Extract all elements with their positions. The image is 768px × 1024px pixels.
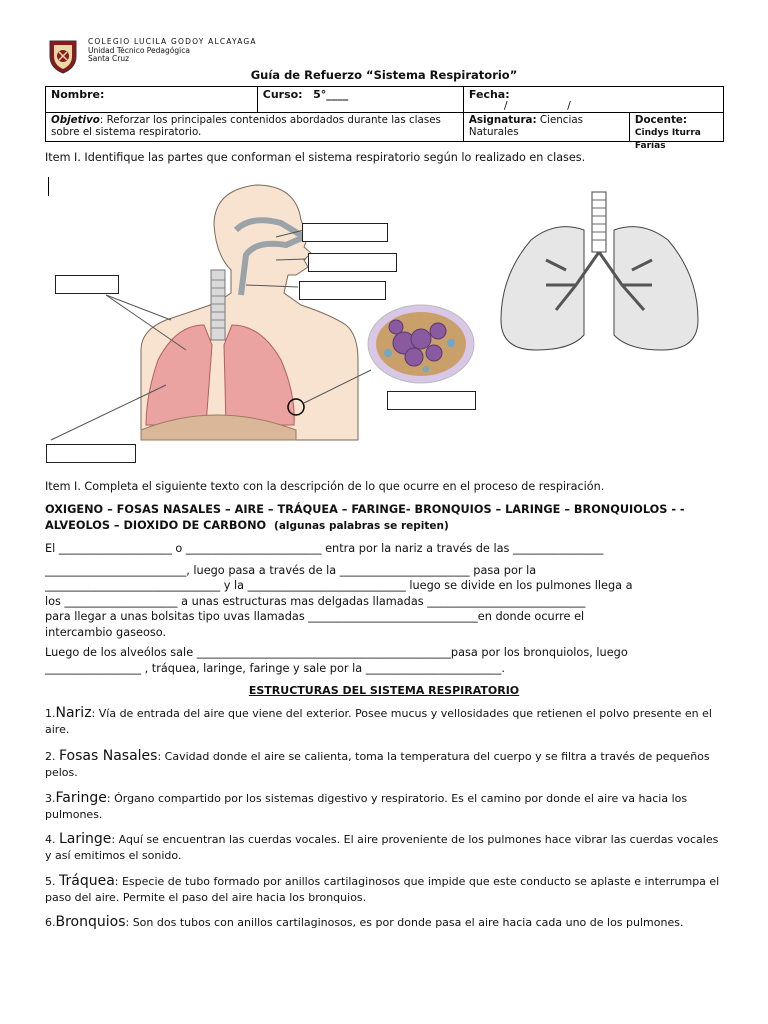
docente-value: Cindys Iturra Farías <box>634 128 701 151</box>
word-bank-line-2: ALVEOLOS – DIOXIDO DE CARBONO <box>45 518 267 532</box>
school-info <box>88 38 257 64</box>
definition-traquea: 5. Tráquea: Especie de tubo formado por anillos cartilaginosos que impide que este conducto se aplaste e interrumpa el paso del aire. Permite el paso del aire hacia los bronquios. <box>45 873 720 904</box>
term: Laringe <box>59 831 112 847</box>
label-box-traquea[interactable] <box>55 275 119 294</box>
word-bank-note: (algunas palabras se repiten) <box>274 519 449 532</box>
word-bank <box>45 502 685 534</box>
term: Fosas Nasales <box>59 748 158 764</box>
fecha-label: Fecha: <box>468 88 510 101</box>
fill-line: _________________________, luego pasa a través de la _______________________ pasa por la <box>45 563 537 577</box>
objetivo-label: Objetivo <box>51 114 100 126</box>
curso-field[interactable] <box>257 87 463 113</box>
label-box-pulmon[interactable] <box>46 444 136 463</box>
fill-line: El ____________________ o ________________________ entra por la nariz a través de las ________________ <box>45 542 604 555</box>
label-box-nariz[interactable] <box>302 223 388 242</box>
definition-laringe: 4. Laringe: Aquí se encuentran las cuerdas vocales. El aire proveniente de los pulmones hace vibrar las cuerdas vocales y así emitimos el sonido. <box>45 831 719 862</box>
header-table <box>45 86 724 151</box>
definition-fosas-nasales: 2. Fosas Nasales: Cavidad donde el aire se calienta, toma la temperatura del cuerpo y se filtra a través de pequeños pelos. <box>45 748 710 779</box>
term: Bronquios <box>55 914 126 930</box>
fill-line: _______________________________ y la ____________________________ luego se divide en los pulmones llega a <box>45 579 633 592</box>
section-title: ESTRUCTURAS DEL SISTEMA RESPIRATORIO <box>248 684 520 697</box>
fill-line: para llegar a unas bolsitas tipo uvas llamadas ______________________________en donde ocurre el <box>45 610 585 623</box>
objetivo-cell <box>46 113 464 142</box>
term: Faringe <box>55 790 107 806</box>
curso-value: 5°____ <box>313 88 349 101</box>
term: Nariz <box>55 705 92 721</box>
asignatura-docente-cell <box>463 113 723 151</box>
term: Tráquea <box>59 873 115 889</box>
page-title: Guía de Refuerzo “Sistema Respiratorio” <box>250 68 518 82</box>
nombre-label: Nombre: <box>51 88 105 101</box>
fecha-value: / / <box>503 99 599 112</box>
school-name: COLEGIO LUCILA GODOY ALCAYAGA <box>88 37 257 46</box>
definition-nariz: 1.Nariz: Vía de entrada del aire que viene del exterior. Posee mucus y vellosidades que retienen el polvo presente en el aire. <box>45 705 712 736</box>
definition-bronquios: 6.Bronquios: Son dos tubos con anillos cartilaginosos, es por donde pasa el aire hacia cada uno de los pulmones. <box>45 914 684 930</box>
fecha-field[interactable] <box>463 87 723 113</box>
fill-line: los ____________________ a unas estructuras mas delgadas llamadas ____________________________ <box>45 594 586 608</box>
fill-line: _________________ , tráquea, laringe, faringe y sale por la ________________________. <box>45 661 505 675</box>
item-1-instruction: Item I. Identifique las partes que conforman el sistema respiratorio según lo realizado en clases. <box>45 151 586 164</box>
fill-in-paragraph-2[interactable] <box>45 645 735 676</box>
lungs-outline-diagram <box>496 190 704 360</box>
alveoli-magnified-image <box>366 303 476 385</box>
objetivo-text: : Reforzar los principales contenidos abordados durante las clases sobre el sistema respiratorio. <box>51 114 441 138</box>
fill-line: Luego de los alveólos sale _____________________________________________pasa por los bronquiolos, luego <box>45 646 628 659</box>
school-city: Santa Cruz <box>88 54 130 64</box>
label-box-alveolos[interactable] <box>387 391 476 410</box>
asignatura-label: Asignatura: <box>468 114 537 126</box>
label-box-fosas[interactable] <box>308 253 397 272</box>
definition-faringe: 3.Faringe: Órgano compartido por los sistemas digestivo y respiratorio. Es el camino por donde el aire va hacia los pulmones. <box>45 790 688 821</box>
curso-label: Curso: <box>262 88 303 101</box>
item-2-instruction: Item I. Completa el siguiente texto con la descripción de lo que ocurre en el proceso de respiración. <box>45 480 605 493</box>
label-box-faringe[interactable] <box>299 281 386 300</box>
school-unit: Unidad Técnico Pedagógica <box>88 45 190 55</box>
fill-line: intercambio gaseoso. <box>45 625 167 639</box>
docente-label: Docente: <box>634 114 687 126</box>
word-bank-line-1: OXIGENO – FOSAS NASALES – AIRE – TRÁQUEA – FARINGE- BRONQUIOS – LARINGE – BRONQUIOLOS - - <box>45 503 685 516</box>
fill-in-paragraph-1[interactable] <box>45 541 735 640</box>
asignatura-value: Ciencias Naturales <box>468 114 583 138</box>
